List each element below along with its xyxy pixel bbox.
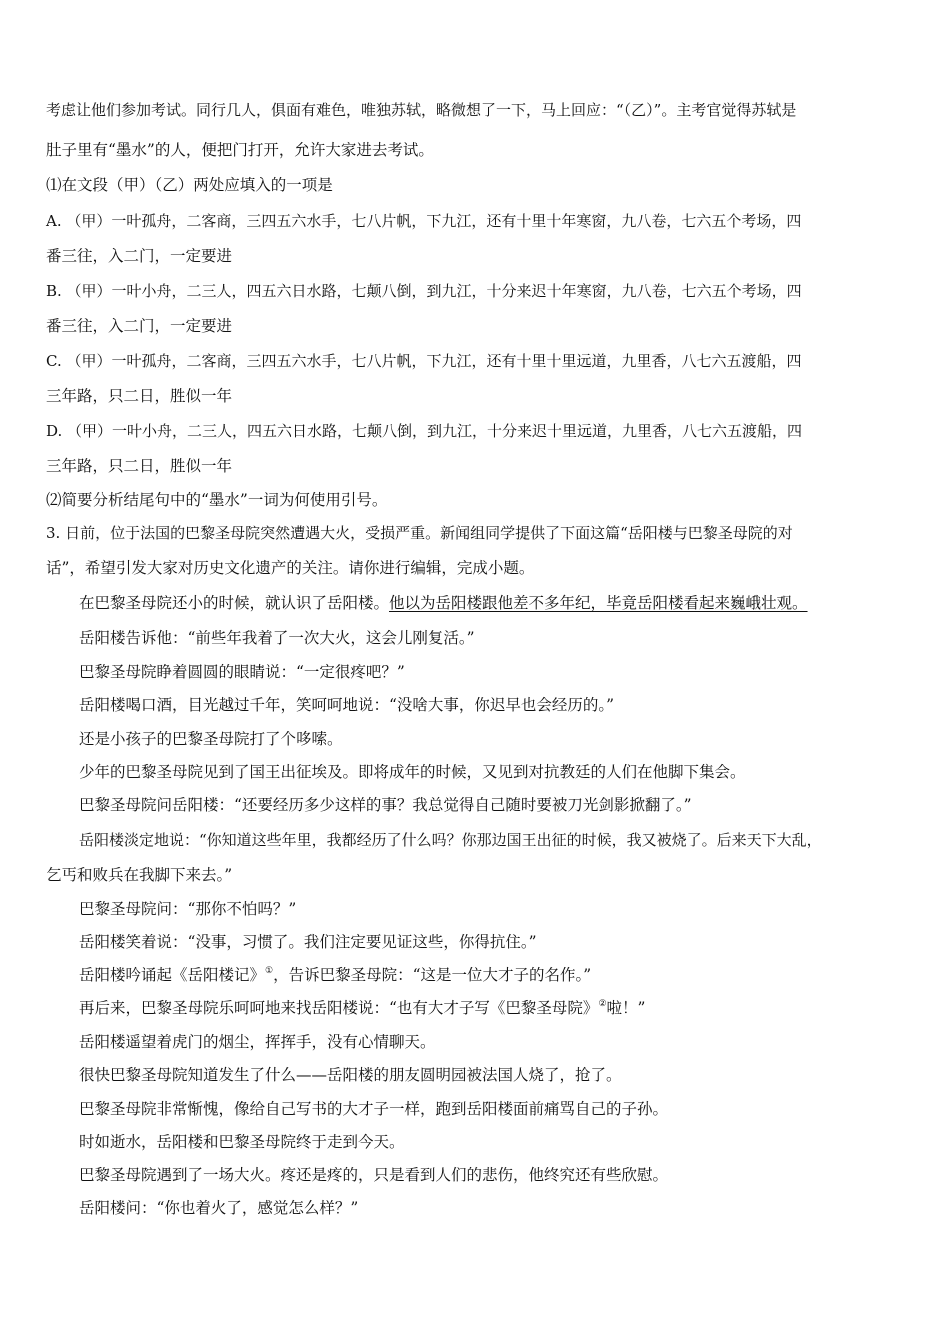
story-paragraph-12-text-a: 再后来，巴黎圣母院乐呵呵地来找岳阳楼说：“也有大才子写《巴黎圣母院》 [79, 999, 599, 1017]
story-paragraph-8-line-2: 乞丐和败兵在我脚下来去。” [46, 866, 233, 884]
underlined-sentence: 他以为岳阳楼跟他差不多年纪，毕竟岳阳楼看起来巍峨壮观。 [389, 594, 808, 612]
story-paragraph-18: 岳阳楼问：“你也着火了，感觉怎么样？” [79, 1199, 359, 1217]
question-2-stem: ⑵简要分析结尾句中的“墨水”一词为何使用引号。 [46, 491, 388, 509]
story-paragraph-10: 岳阳楼笑着说：“没事，习惯了。我们注定要见证这些，你得抗住。” [79, 933, 537, 951]
question-3-line-2: 话”，希望引发大家对历史文化遗产的关注。请你进行编辑，完成小题。 [46, 559, 535, 577]
option-b-line-2: 番三往，入二门，一定要进 [46, 317, 233, 335]
story-paragraph-14: 很快巴黎圣母院知道发生了什么——岳阳楼的朋友圆明园被法国人烧了，抢了。 [79, 1066, 622, 1084]
story-paragraph-13: 岳阳楼遥望着虎门的烟尘，挥挥手，没有心情聊天。 [79, 1033, 436, 1051]
question-1-stem: ⑴在文段（甲）（乙）两处应填入的一项是 [46, 176, 333, 194]
option-c-line-2: 三年路，只二日，胜似一年 [46, 387, 233, 405]
intro-line-2: 肚子里有“墨水”的人，便把门打开，允许大家进去考试。 [46, 141, 434, 159]
option-d-line-2: 三年路，只二日，胜似一年 [46, 457, 233, 475]
story-paragraph-5: 还是小孩子的巴黎圣母院打了个哆嗦。 [79, 730, 343, 748]
option-b-line-1: B. （甲）一叶小舟，二三人，四五六日水路，七颠八倒，到九江，十分来迟十年寒窗，九八卷，七六五个考场，四 [46, 282, 802, 300]
story-paragraph-9: 巴黎圣母院问：“那你不怕吗？” [79, 900, 297, 918]
option-a-line-1: A. （甲）一叶孤舟，二客商，三四五六水手，七八片帆，下九江，还有十里十年寒窗，九八卷，七六五个考场，四 [46, 212, 802, 230]
story-paragraph-11-text-b: ，告诉巴黎圣母院：“这是一位大才子的名作。” [273, 966, 592, 984]
story-paragraph-7: 巴黎圣母院问岳阳楼：“还要经历多少这样的事？我总觉得自己随时要被刀光剑影掀翻了。” [79, 796, 692, 814]
story-paragraph-12 [79, 997, 645, 1019]
story-paragraph-16: 时如逝水，岳阳楼和巴黎圣母院终于走到今天。 [79, 1133, 405, 1151]
option-d-line-1: D. （甲）一叶小舟，二三人，四五六日水路，七颠八倒，到九江，十分来迟十里远道，九里香，八七六五渡船，四 [46, 422, 803, 440]
option-a-line-2: 番三往，入二门，一定要进 [46, 247, 233, 265]
story-paragraph-11-text-a: 岳阳楼吟诵起《岳阳楼记》 [79, 966, 266, 984]
footnote-marker-2: ② [598, 998, 607, 1009]
story-paragraph-11 [79, 964, 591, 986]
story-paragraph-2: 岳阳楼告诉他：“前些年我着了一次大火，这会儿刚复活。” [79, 629, 475, 647]
story-paragraph-1-text: 在巴黎圣母院还小的时候，就认识了岳阳楼。 [79, 594, 390, 612]
story-paragraph-17: 巴黎圣母院遇到了一场大火。疼还是疼的，只是看到人们的悲伤，他终究还有些欣慰。 [79, 1166, 669, 1184]
story-paragraph-15: 巴黎圣母院非常惭愧，像给自己写书的大才子一样，跑到岳阳楼面前痛骂自己的子孙。 [79, 1100, 669, 1118]
footnote-marker-1: ① [265, 965, 274, 976]
intro-line-1: 考虑让他们参加考试。同行几人，俱面有难色，唯独苏轼，略微想了一下，马上回应：“（乙）”。主考官觉得苏轼是 [46, 101, 797, 119]
question-3-line-1: 3. 日前，位于法国的巴黎圣母院突然遭遇大火，受损严重。新闻组同学提供了下面这篇“岳阳楼与巴黎圣母院的对 [46, 524, 793, 542]
story-paragraph-1 [79, 592, 808, 614]
option-c-line-1: C. （甲）一叶孤舟，二客商，三四五六水手，七八片帆，下九江，还有十里十里远道，九里香，八七六五渡船，四 [46, 352, 802, 370]
story-paragraph-3: 巴黎圣母院睁着圆圆的眼睛说：“一定很疼吧？” [79, 663, 405, 681]
story-paragraph-4: 岳阳楼喝口酒，目光越过千年，笑呵呵地说：“没啥大事，你迟早也会经历的。” [79, 696, 615, 714]
story-paragraph-6: 少年的巴黎圣母院见到了国王出征埃及。即将成年的时候，又见到对抗教廷的人们在他脚下集会。 [79, 763, 746, 781]
story-paragraph-8-line-1: 岳阳楼淡定地说：“你知道这些年里，我都经历了什么吗？你那边国王出征的时候，我又被烧了。后来天下大乱， [79, 831, 822, 849]
story-paragraph-12-text-b: 啦！” [606, 999, 646, 1017]
